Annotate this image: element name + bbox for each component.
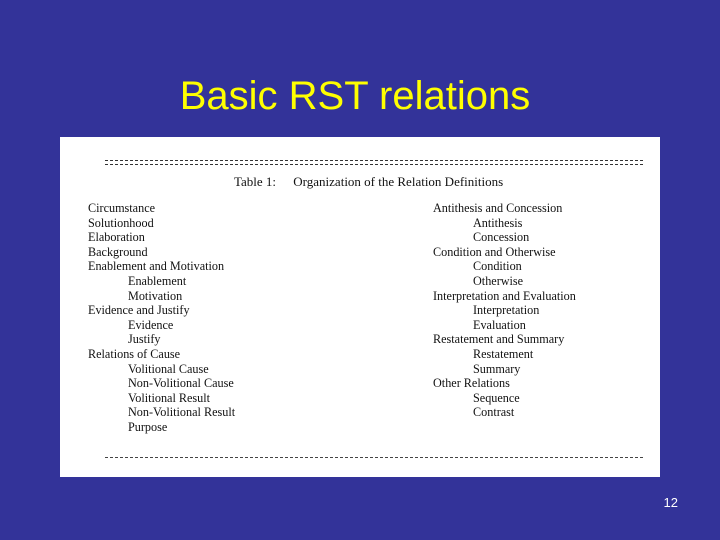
relation-item: Interpretation and Evaluation <box>433 288 576 303</box>
relation-item: Background <box>88 244 148 259</box>
relation-item: Other Relations <box>433 376 510 391</box>
relation-item: Summary <box>473 361 521 376</box>
relation-item: Solutionhood <box>88 215 154 230</box>
relation-item: Volitional Cause <box>128 361 209 376</box>
relation-item: Sequence <box>473 390 520 405</box>
table-caption <box>234 174 503 190</box>
relation-item: Restatement <box>473 346 534 361</box>
table-top-rule <box>105 160 643 161</box>
relation-item: Enablement <box>128 273 187 288</box>
relation-item: Condition <box>473 259 522 274</box>
relation-item: Restatement and Summary <box>433 332 565 347</box>
right-relations-column <box>433 201 576 420</box>
table-caption-label: Table 1: <box>234 174 277 189</box>
table-bottom-rule <box>105 457 643 458</box>
relation-item: Justify <box>128 332 161 347</box>
relation-item: Relations of Cause <box>88 346 181 361</box>
relation-item: Circumstance <box>88 201 156 215</box>
relation-item: Non-Volitional Cause <box>128 376 234 391</box>
relation-item: Contrast <box>473 405 515 420</box>
relation-item: Enablement and Motivation <box>88 259 225 274</box>
relation-item: Condition and Otherwise <box>433 244 556 259</box>
relation-item: Elaboration <box>88 230 145 245</box>
relation-item: Non-Volitional Result <box>128 405 236 420</box>
page-number: 12 <box>663 495 678 510</box>
relation-item: Concession <box>473 230 530 245</box>
left-relations-column <box>88 201 235 435</box>
relation-table <box>60 137 660 477</box>
relation-item: Otherwise <box>473 273 524 288</box>
relation-item: Antithesis <box>473 215 523 230</box>
relation-item: Antithesis and Concession <box>433 201 563 215</box>
table-caption-text: Organization of the Relation Definitions <box>293 174 504 189</box>
relation-item: Purpose <box>128 419 168 434</box>
relation-item: Motivation <box>128 288 183 303</box>
relation-item: Volitional Result <box>128 390 211 405</box>
relation-item: Interpretation <box>473 303 540 318</box>
relation-item: Evidence <box>128 317 174 332</box>
table-top-rule-double <box>105 164 643 165</box>
relation-item: Evidence and Justify <box>88 303 190 318</box>
relation-item: Evaluation <box>473 317 526 332</box>
slide-title: Basic RST relations <box>179 74 531 118</box>
